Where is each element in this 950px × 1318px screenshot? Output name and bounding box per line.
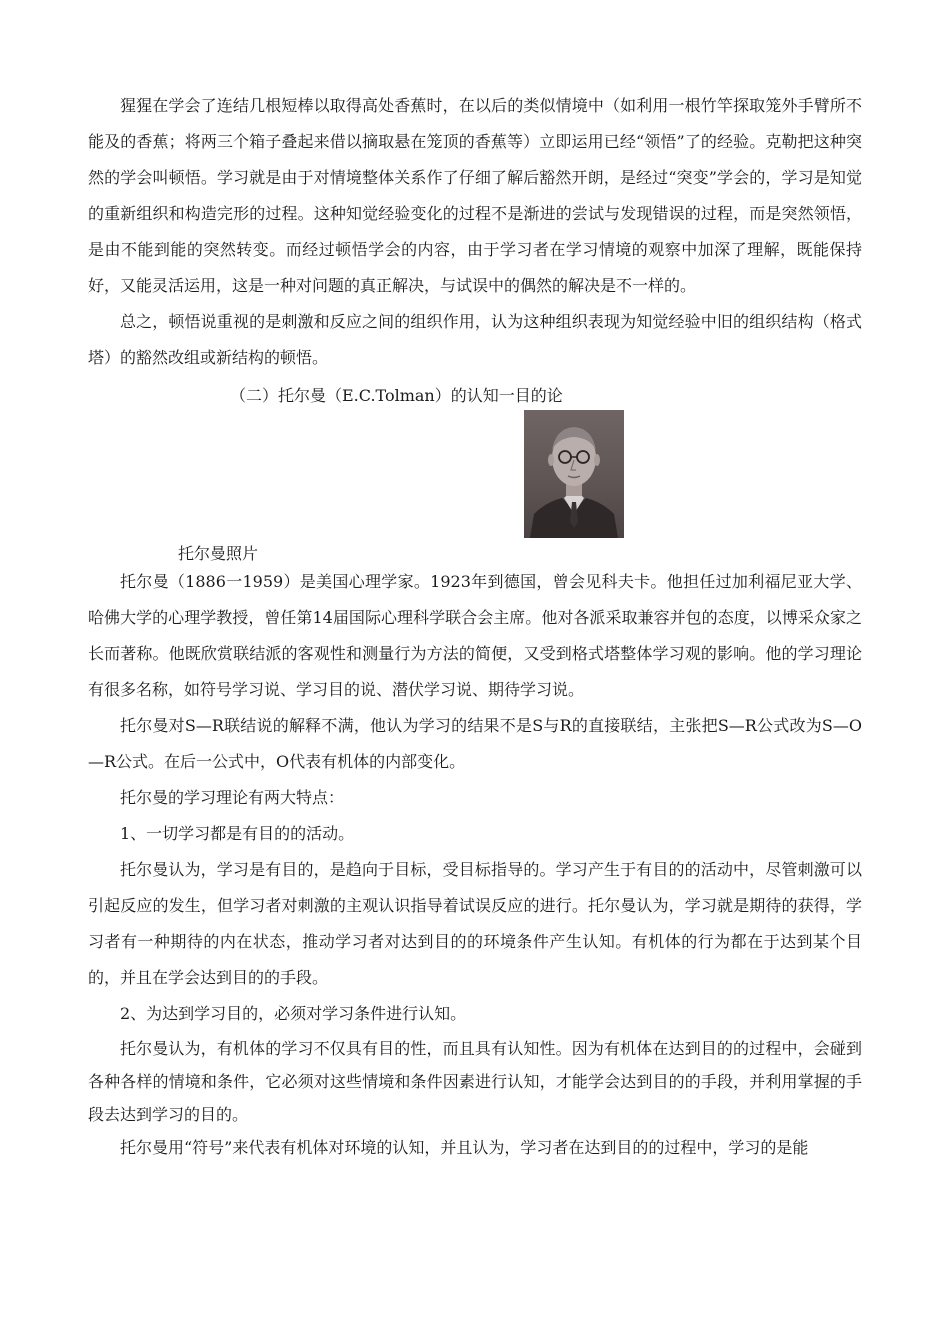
paragraph-purposive-learning: 托尔曼认为，学习是有目的，是趋向于目标，受目标指导的。学习产生于有目的的活动中，尽管刺激可以引起反应的发生，但学习者对刺激的主观认识指导着试误反应的进行。托尔曼认为，学习就是期待的获得，学习者有一种期待的内在状态，推动学习者对达到目的的环境条件产生认知。有机体的行为都在于达到某个目的，并且在学会达到目的的手段。	[88, 860, 862, 987]
list-item-feature-2: 2、为达到学习目的，必须对学习条件进行认知。	[120, 1004, 467, 1023]
paragraph-tolman-bio: 托尔曼（1886一1959）是美国心理学家。1923年到德国，曾会见科夫卡。他担任过加利福尼亚大学、哈佛大学的心理学教授，曾任第14届国际心理科学联合会主席。他对各派采取兼容并包的态度，以博采众家之长而著称。他既欣赏联结派的客观性和测量行为方法的简便，又受到格式塔整体学习观的影响。他的学习理论有很多名称，如符号学习说、学习目的说、潜伏学习说、期待学习说。	[88, 572, 862, 699]
document-body	[88, 88, 862, 1164]
paragraph-cognitive-learning: 托尔曼认为，有机体的学习不仅具有目的性，而且具有认知性。因为有机体在达到目的的过程中，会碰到各种各样的情境和条件，它必须对这些情境和条件因素进行认知，才能学会达到目的的手段，并利用掌握的手段去达到学习的目的。	[88, 1039, 862, 1124]
paragraph-insight-summary: 总之，顿悟说重视的是刺激和反应之间的组织作用，认为这种组织表现为知觉经验中旧的组织结构（格式塔）的豁然改组或新结构的顿悟。	[88, 312, 862, 367]
photo-figure	[88, 414, 862, 564]
paragraph-insight-learning: 猩猩在学会了连结几根短棒以取得高处香蕉时，在以后的类似情境中（如利用一根竹竿探取笼外手臂所不能及的香蕉；将两三个箱子叠起来借以摘取悬在笼顶的香蕉等）立即运用已经“领悟”了的经验。克勒把这种突然的学会叫顿悟。学习就是由于对情境整体关系作了仔细了解后豁然开朗，是经过“突变”学会的，学习是知觉的重新组织和构造完形的过程。这种知觉经验变化的过程不是渐进的尝试与发现错误的过程，而是突然领悟，是由不能到能的突然转变。而经过顿悟学会的内容，由于学习者在学习情境的观察中加深了理解，既能保持好，又能灵活运用，这是一种对问题的真正解决，与试误中的偶然的解决是不一样的。	[88, 96, 862, 295]
tolman-portrait-photo	[524, 410, 624, 538]
photo-caption: 托尔曼照片	[178, 544, 259, 563]
section-heading: （二）托尔曼（E.C.Tolman）的认知一目的论	[230, 386, 563, 405]
list-item-feature-1: 1、一切学习都是有目的的活动。	[120, 824, 355, 843]
paragraph-sor-formula: 托尔曼对S—R联结说的解释不满，他认为学习的结果不是S与R的直接联结，主张把S—R公式改为S—O—R公式。在后一公式中，O代表有机体的内部变化。	[88, 716, 862, 771]
paragraph-two-features: 托尔曼的学习理论有两大特点：	[120, 788, 345, 807]
paragraph-sign-learning: 托尔曼用“符号”来代表有机体对环境的认知，并且认为，学习者在达到目的的过程中，学习的是能	[120, 1138, 809, 1157]
